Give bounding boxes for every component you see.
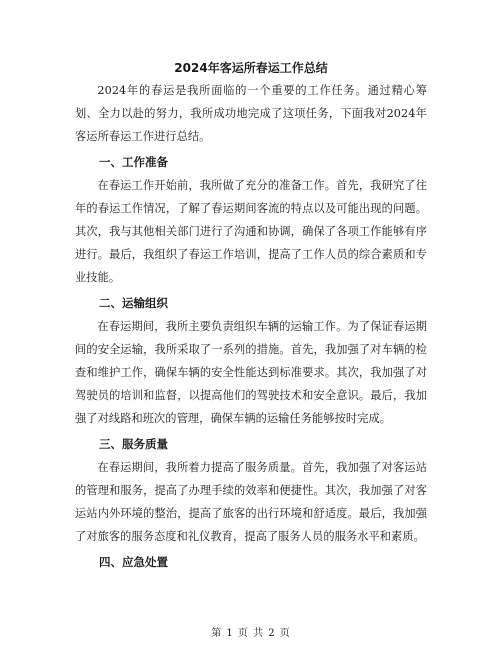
section-body-preparation: 在春运工作开始前，我所做了充分的准备工作。首先，我研究了往年的春运工作情况，了解了春运期间客流的特点以及可能出现的问题。其次，我与其他相关部门进行了沟通和协调，确保了各项工作能够有序进行。最后，我组织了春运工作培训，提高了工作人员的综合素质和专业技能。 [75,179,427,284]
section-heading-service: 三、服务质量 [99,437,168,451]
section-body-transport: 在春运期间，我所主要负责组织车辆的运输工作。为了保证春运期间的安全运输，我所采取了一系列的措施。首先，我加强了对车辆的检查和维护工作，确保车辆的安全性能达到标准要求。其次，我加强了对驾驶员的培训和监督，以提高他们的驾驶技术和安全意识。最后，我加强了对线路和班次的管理，确保车辆的运输任务能够按时完成。 [75,320,427,425]
intro-paragraph: 2024年的春运是我所面临的一个重要的工作任务。通过精心筹划、全力以赴的努力，我所成功地完成了这项任务，下面我对2024年客运所春运工作进行总结。 [75,84,427,143]
section-body-service: 在春运期间，我所着力提高了服务质量。首先，我加强了对客运站的管理和服务，提高了办理手续的效率和便捷性。其次，我加强了对客运站内外环境的整治，提高了旅客的出行环境和舒适度。最后，我加强了对旅客的服务态度和礼仪教育，提高了服务人员的服务水平和素质。 [75,461,427,543]
document-body [75,57,427,574]
section-heading-preparation: 一、工作准备 [99,155,168,169]
section-heading-emergency: 四、应急处置 [99,555,168,569]
document-title: 2024年客运所春运工作总结 [174,61,328,75]
page-footer: 第 1 页 共 2 页 [211,628,291,639]
section-heading-transport: 二、运输组织 [99,296,168,310]
